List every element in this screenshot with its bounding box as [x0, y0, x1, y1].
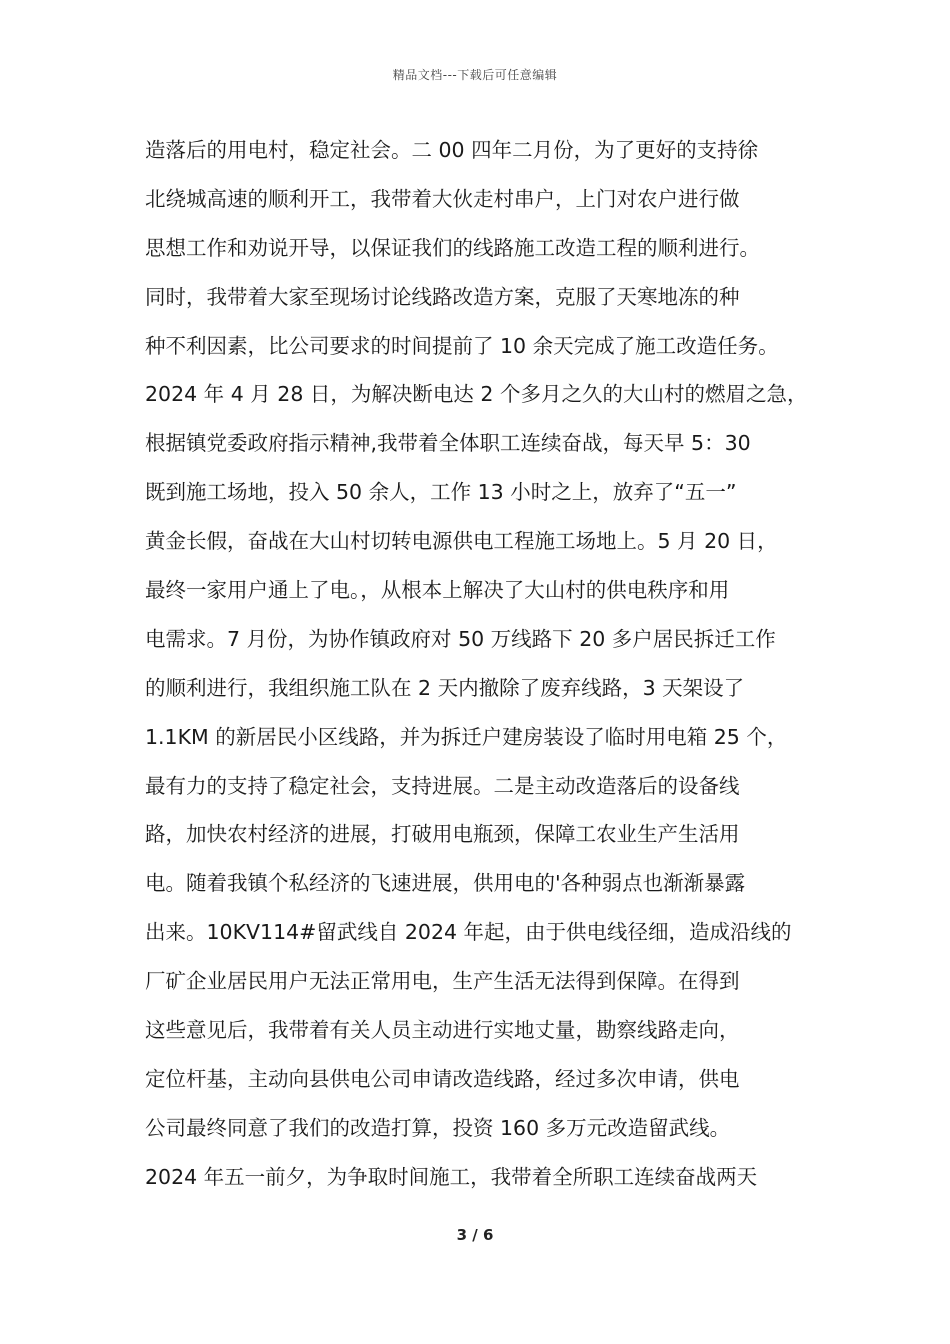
text-line: 同时，我带着大家至现场讨论线路改造方案，克服了天寒地冻的种 [145, 284, 740, 309]
text-line: 种不利因素，比公司要求的时间提前了 10 余天完成了施工改造任务。 [145, 333, 779, 358]
text-line: 电。随着我镇个私经济的飞速进展，供用电的'各种弱点也渐渐暴露 [145, 871, 746, 896]
text-line: 出来。10KV114#留武线自 2024 年起，由于供电线径细，造成沿线的 [145, 920, 792, 945]
page-header: 精品文档---下载后可任意编辑 [392, 68, 558, 82]
text-line: 厂矿企业居民用户无法正常用电，生产生活无法得到保障。在得到 [145, 969, 740, 994]
text-line: 最有力的支持了稳定社会，支持进展。二是主动改造落后的设备线 [145, 773, 740, 798]
text-line: 黄金长假，奋战在大山村切转电源供电工程施工场地上。5 月 20 日， [145, 529, 778, 554]
text-line: 根据镇党委政府指示精神,我带着全体职工连续奋战，每天早 5：30 [145, 431, 751, 456]
document-body [145, 126, 825, 1202]
text-line: 路，加快农村经济的进展，打破用电瓶颈，保障工农业生产生活用 [145, 822, 740, 847]
text-line: 这些意见后，我带着有关人员主动进行实地丈量，勘察线路走向， [145, 1018, 740, 1043]
text-line: 公司最终同意了我们的改造打算，投资 160 多万元改造留武线。 [145, 1115, 731, 1140]
text-line: 北绕城高速的顺利开工，我带着大伙走村串户，上门对农户进行做 [145, 186, 740, 211]
page-number: 3 / 6 [456, 1226, 494, 1244]
text-line: 造落后的用电村，稳定社会。二 00 四年二月份，为了更好的支持徐 [145, 138, 759, 162]
text-line: 2024 年 4 月 28 日，为解决断电达 2 个多月之久的大山村的燃眉之急， [145, 382, 808, 407]
text-line: 最终一家用户通上了电。，从根本上解决了大山村的供电秩序和用 [145, 578, 730, 603]
text-line: 定位杆基，主动向县供电公司申请改造线路，经过多次申请，供电 [145, 1066, 740, 1091]
text-line: 2024 年五一前夕，为争取时间施工，我带着全所职工连续奋战两天 [145, 1164, 758, 1189]
text-line: 既到施工场地，投入 50 余人，工作 13 小时之上，放弃了“五一” [145, 480, 737, 505]
text-line: 的顺利进行，我组织施工队在 2 天内撤除了废弃线路，3 天架设了 [145, 675, 745, 700]
text-line: 1.1KM 的新居民小区线路，并为拆迁户建房装设了临时用电箱 25 个， [145, 724, 788, 749]
text-line: 电需求。7 月份，为协作镇政府对 50 万线路下 20 多户居民拆迁工作 [145, 626, 776, 651]
text-line: 思想工作和劝说开导，以保证我们的线路施工改造工程的顺利进行。 [145, 235, 760, 260]
